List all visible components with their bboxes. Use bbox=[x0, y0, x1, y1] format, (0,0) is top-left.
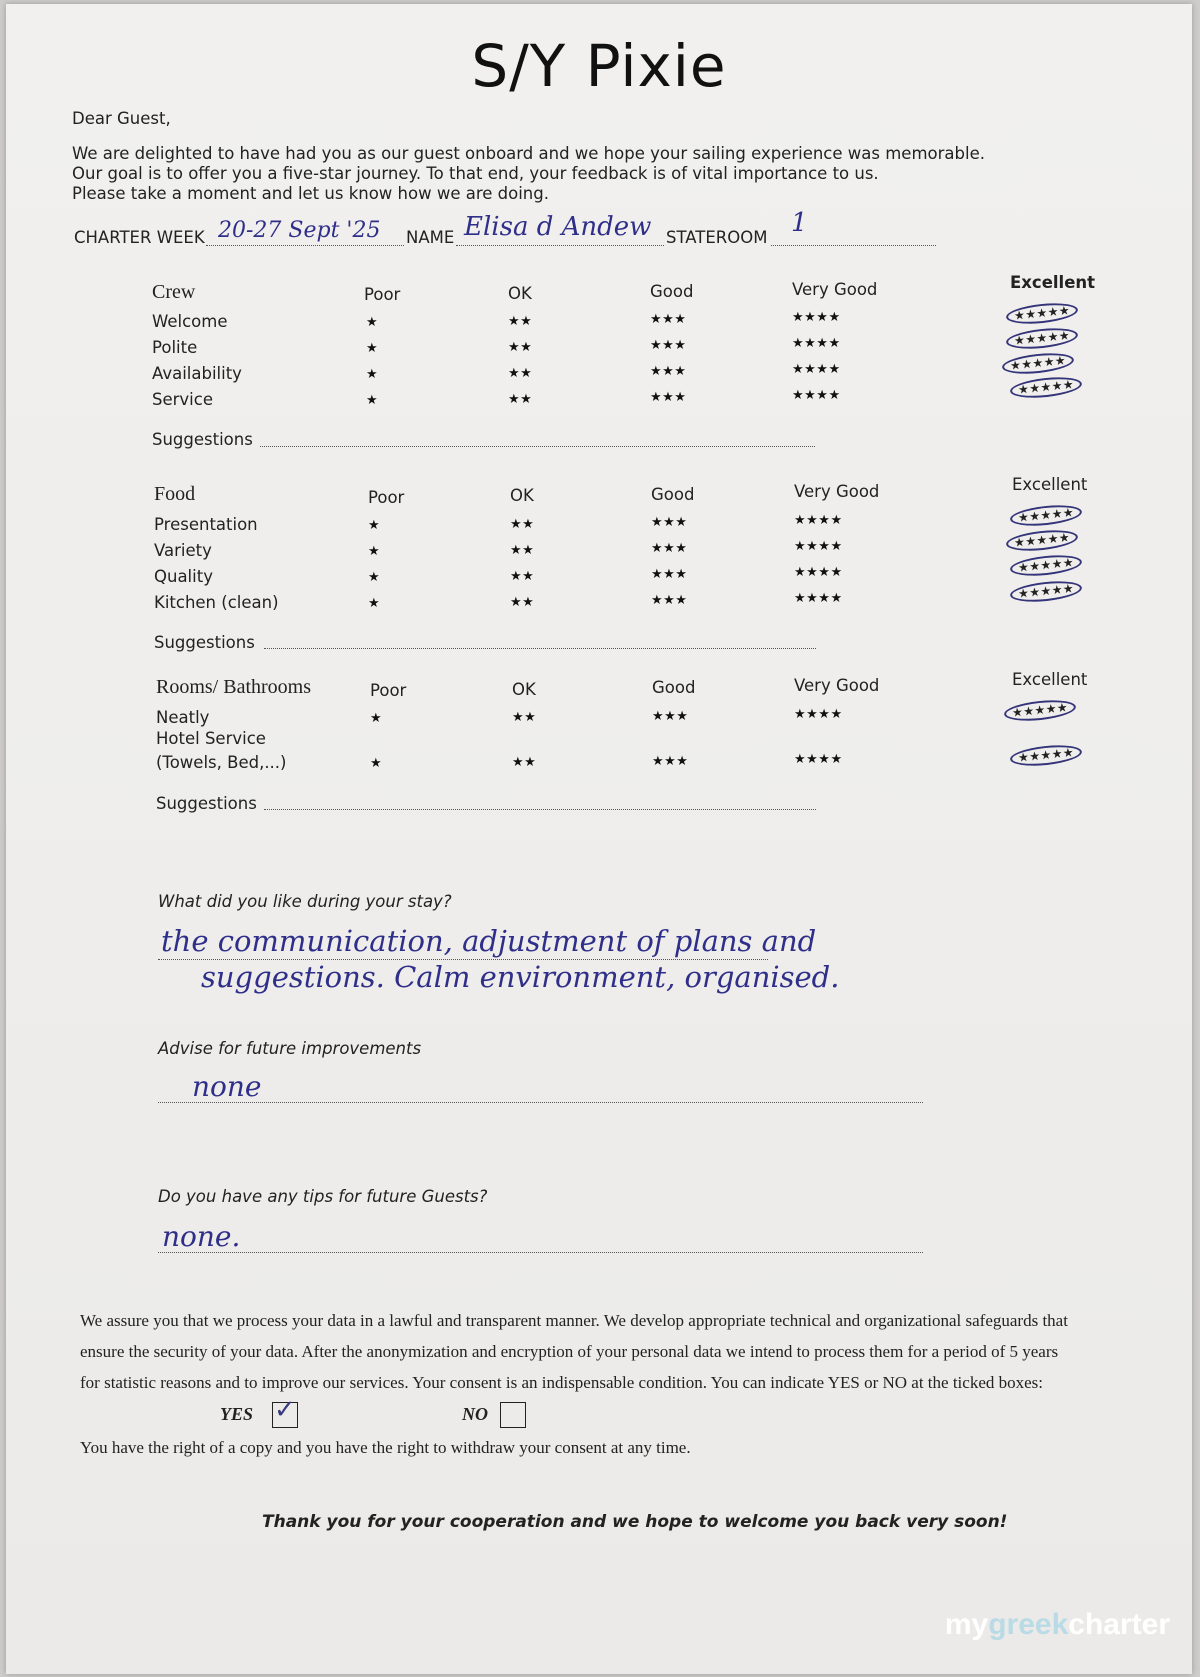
consent-line: We assure you that we process your data in a lawful and transparent manner. We develop appropriate technical and organizational safeguards that bbox=[80, 1311, 1068, 1330]
food-suggestions-label: Suggestions bbox=[154, 633, 255, 652]
rating-1-star[interactable]: ★ bbox=[366, 393, 379, 408]
rating-1-star[interactable]: ★ bbox=[370, 756, 383, 771]
rating-2-star[interactable]: ★★ bbox=[508, 314, 533, 329]
crew-suggestions-line[interactable] bbox=[260, 446, 815, 447]
rooms-header-excellent: Excellent bbox=[1012, 670, 1088, 689]
rating-3-star[interactable]: ★★★ bbox=[652, 754, 689, 769]
food-item-kitchen: Kitchen (clean) bbox=[154, 593, 279, 612]
rating-3-star[interactable]: ★★★ bbox=[652, 709, 689, 724]
crew-item-availability: Availability bbox=[152, 364, 242, 383]
rating-5-star-selected[interactable]: ★★★★★ bbox=[1003, 697, 1077, 723]
rating-5-star-selected[interactable]: ★★★★★ bbox=[1005, 527, 1079, 553]
rating-4-star[interactable]: ★★★★ bbox=[794, 591, 843, 606]
crew-header-excellent: Excellent bbox=[1010, 273, 1096, 292]
rating-2-star[interactable]: ★★ bbox=[508, 392, 533, 407]
liked-answer-line-1[interactable]: the communication, adjustment of plans and bbox=[161, 924, 817, 958]
watermark-my: my bbox=[944, 1608, 989, 1641]
rating-2-star[interactable]: ★★ bbox=[508, 340, 533, 355]
rating-4-star[interactable]: ★★★★ bbox=[792, 362, 841, 377]
mygreekcharter-watermark bbox=[945, 1608, 1170, 1642]
crew-item-service: Service bbox=[152, 390, 213, 409]
intro-line: We are delighted to have had you as our guest onboard and we hope your sailing experience was memorable. bbox=[72, 144, 985, 163]
rating-1-star[interactable]: ★ bbox=[368, 596, 381, 611]
no-checkbox[interactable] bbox=[500, 1402, 526, 1428]
rooms-suggestions-label: Suggestions bbox=[156, 794, 257, 813]
food-item-quality: Quality bbox=[154, 567, 213, 586]
name-value[interactable]: Elisa d Andew bbox=[464, 212, 652, 242]
consent-line: for statistic reasons and to improve our services. Your consent is an indispensable condition. You can indicate YES or NO at the ticked boxes: bbox=[80, 1373, 1043, 1392]
crew-section-title: Crew bbox=[152, 281, 196, 303]
rating-5-star-selected[interactable]: ★★★★★ bbox=[1009, 742, 1083, 768]
rating-1-star[interactable]: ★ bbox=[368, 570, 381, 585]
check-mark-icon: ✓ bbox=[274, 1395, 296, 1425]
rating-5-star-selected[interactable]: ★★★★★ bbox=[1009, 552, 1083, 578]
crew-item-polite: Polite bbox=[152, 338, 198, 357]
crew-header-ok: OK bbox=[508, 284, 532, 303]
food-header-very-good: Very Good bbox=[794, 482, 880, 501]
greeting: Dear Guest, bbox=[72, 109, 171, 128]
rating-1-star[interactable]: ★ bbox=[368, 518, 381, 533]
withdraw-rights-text: You have the right of a copy and you have the right to withdraw your consent at any time. bbox=[80, 1438, 691, 1457]
food-header-poor: Poor bbox=[368, 488, 405, 507]
rating-1-star[interactable]: ★ bbox=[366, 367, 379, 382]
rating-4-star[interactable]: ★★★★ bbox=[792, 310, 841, 325]
rooms-header-very-good: Very Good bbox=[794, 676, 880, 695]
tips-answer[interactable]: none. bbox=[162, 1220, 241, 1253]
rating-1-star[interactable]: ★ bbox=[368, 544, 381, 559]
intro-paragraph bbox=[72, 144, 985, 204]
watermark-greek: greek bbox=[988, 1608, 1069, 1641]
rating-5-star-selected[interactable]: ★★★★★ bbox=[1001, 350, 1075, 376]
rating-2-star[interactable]: ★★ bbox=[510, 543, 535, 558]
improve-question: Advise for future improvements bbox=[158, 1039, 422, 1058]
consent-line: ensure the security of your data. After the anonymization and encryption of your personal data we intend to process them for a period of 5 years bbox=[80, 1342, 1059, 1361]
stateroom-label: STATEROOM bbox=[666, 228, 768, 247]
rating-3-star[interactable]: ★★★ bbox=[650, 364, 687, 379]
rooms-item-towels-bed: (Towels, Bed,...) bbox=[156, 753, 287, 772]
rating-2-star[interactable]: ★★ bbox=[510, 569, 535, 584]
improve-answer[interactable]: none bbox=[192, 1070, 262, 1103]
name-label: NAME bbox=[406, 228, 455, 247]
rating-2-star[interactable]: ★★ bbox=[510, 517, 535, 532]
charter-week-value[interactable]: 20-27 Sept '25 bbox=[218, 218, 381, 243]
rating-5-star-selected[interactable]: ★★★★★ bbox=[1009, 374, 1083, 400]
food-item-presentation: Presentation bbox=[154, 515, 258, 534]
rating-3-star[interactable]: ★★★ bbox=[650, 390, 687, 405]
rooms-section-title: Rooms/ Bathrooms bbox=[156, 676, 312, 698]
rating-5-star-selected[interactable]: ★★★★★ bbox=[1005, 300, 1079, 326]
improve-answer-line bbox=[158, 1102, 923, 1103]
rating-3-star[interactable]: ★★★ bbox=[651, 593, 688, 608]
rating-4-star[interactable]: ★★★★ bbox=[794, 539, 843, 554]
rooms-suggestions-line[interactable] bbox=[264, 809, 816, 810]
food-header-good: Good bbox=[651, 485, 695, 504]
rating-4-star[interactable]: ★★★★ bbox=[794, 707, 843, 722]
rating-3-star[interactable]: ★★★ bbox=[651, 515, 688, 530]
watermark-charter: charter bbox=[1068, 1608, 1170, 1641]
rating-4-star[interactable]: ★★★★ bbox=[794, 752, 843, 767]
food-section-title: Food bbox=[154, 483, 196, 505]
rating-3-star[interactable]: ★★★ bbox=[651, 567, 688, 582]
rating-2-star[interactable]: ★★ bbox=[512, 755, 537, 770]
feedback-form-sheet bbox=[6, 4, 1192, 1674]
food-header-excellent: Excellent bbox=[1012, 475, 1088, 494]
rating-3-star[interactable]: ★★★ bbox=[650, 338, 687, 353]
rating-4-star[interactable]: ★★★★ bbox=[792, 388, 841, 403]
rating-4-star[interactable]: ★★★★ bbox=[794, 565, 843, 580]
charter-week-line bbox=[206, 245, 404, 246]
name-line bbox=[456, 245, 664, 246]
crew-item-welcome: Welcome bbox=[152, 312, 228, 331]
food-header-ok: OK bbox=[510, 486, 534, 505]
liked-question: What did you like during your stay? bbox=[158, 892, 452, 911]
rating-2-star[interactable]: ★★ bbox=[508, 366, 533, 381]
rating-3-star[interactable]: ★★★ bbox=[651, 541, 688, 556]
rating-1-star[interactable]: ★ bbox=[366, 341, 379, 356]
stateroom-line bbox=[771, 245, 936, 246]
rating-1-star[interactable]: ★ bbox=[370, 711, 383, 726]
crew-header-good: Good bbox=[650, 282, 694, 301]
crew-header-very-good: Very Good bbox=[792, 280, 878, 299]
food-suggestions-line[interactable] bbox=[264, 648, 816, 649]
rooms-header-ok: OK bbox=[512, 680, 536, 699]
rating-3-star[interactable]: ★★★ bbox=[650, 312, 687, 327]
crew-header-poor: Poor bbox=[364, 285, 401, 304]
food-item-variety: Variety bbox=[154, 541, 212, 560]
rating-2-star[interactable]: ★★ bbox=[512, 710, 537, 725]
tips-question: Do you have any tips for future Guests? bbox=[158, 1187, 488, 1206]
form-title: S/Y Pixie bbox=[471, 32, 727, 100]
rating-5-star-selected[interactable]: ★★★★★ bbox=[1005, 325, 1079, 351]
stateroom-value[interactable]: 1 bbox=[791, 208, 808, 238]
rooms-item-neatly: Neatly bbox=[156, 708, 210, 727]
rating-1-star[interactable]: ★ bbox=[366, 315, 379, 330]
thank-you-message: Thank you for your cooperation and we hope to welcome you back very soon! bbox=[262, 1512, 1008, 1532]
rating-2-star[interactable]: ★★ bbox=[510, 595, 535, 610]
no-label: NO bbox=[462, 1404, 488, 1424]
tips-answer-line bbox=[158, 1252, 923, 1253]
rooms-item-hotel-service: Hotel Service bbox=[156, 729, 266, 748]
yes-label: YES bbox=[220, 1404, 254, 1424]
liked-answer-line-2[interactable]: suggestions. Calm environment, organised. bbox=[201, 960, 840, 994]
rating-4-star[interactable]: ★★★★ bbox=[792, 336, 841, 351]
rating-4-star[interactable]: ★★★★ bbox=[794, 513, 843, 528]
charter-week-label: CHARTER WEEK bbox=[74, 228, 205, 247]
intro-line: Please take a moment and let us know how we are doing. bbox=[72, 184, 549, 203]
rating-5-star-selected[interactable]: ★★★★★ bbox=[1009, 578, 1083, 604]
rating-5-star-selected[interactable]: ★★★★★ bbox=[1009, 502, 1083, 528]
rooms-header-poor: Poor bbox=[370, 681, 407, 700]
rooms-header-good: Good bbox=[652, 678, 696, 697]
intro-line: Our goal is to offer you a five-star journey. To that end, your feedback is of vital importance to us. bbox=[72, 164, 879, 183]
crew-suggestions-label: Suggestions bbox=[152, 430, 253, 449]
